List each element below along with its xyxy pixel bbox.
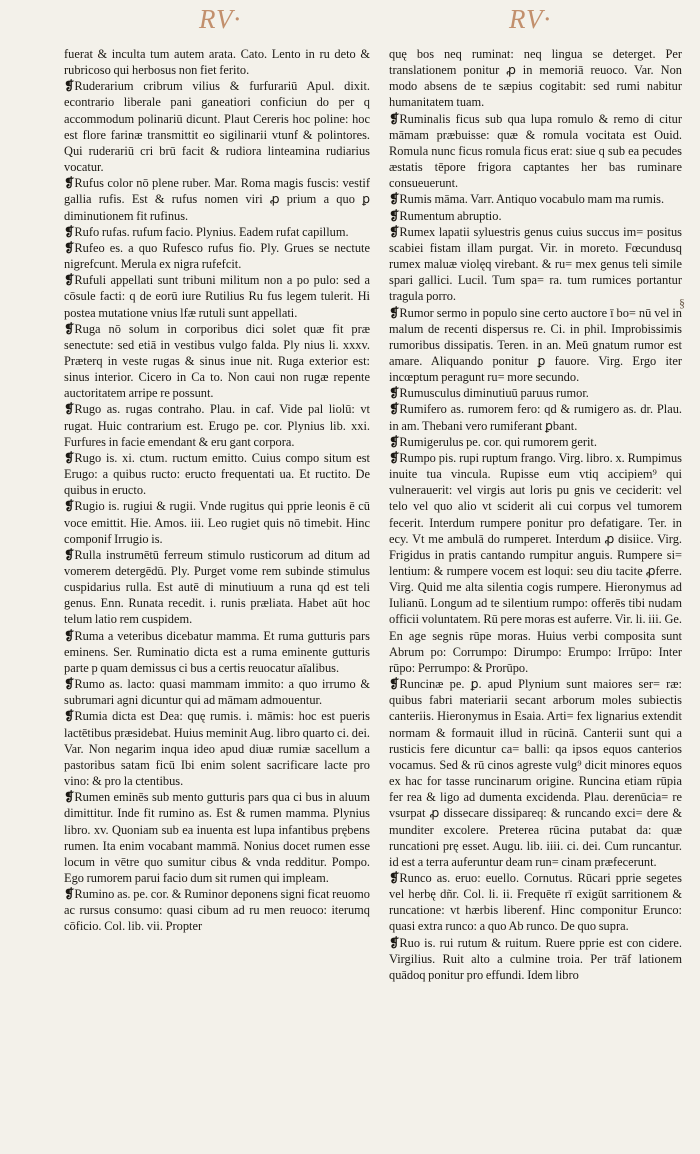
paragraph-mark-icon: ❡ [389,870,399,885]
paragraph-mark-icon: ❡ [389,386,399,401]
entry-paragraph [64,886,370,934]
paragraph-mark-icon: ❡ [389,192,399,207]
entry-paragraph [389,224,682,305]
entry-text: Rugio is. rugiui & rugii. Vnde rugitus qui pprie leonis ē cū voce emittit. Hie. Amos. iii. Leo rugiet quis nō timebit. Hinc componif Irrugio is. [64,499,370,546]
entry-text: Rumor sermo in populo sine certo auctore ī bo= nū vel in malum de recenti dispersus re. Ci. in phil. Improbissimis rumoribus dissipatis. Teren. in an. Meū gnatum rumor est amare. Aliquando ponitur ꝑ fauore. Virg. Ergo iter incœptum peragunt ru= more secundo. [389,305,682,385]
entry-text: Rumigerulus pe. cor. qui rumorem gerit. [399,434,597,449]
entry-paragraph [64,676,370,708]
entry-paragraph [64,240,370,272]
entry-text: Rugo is. xi. ctum. ructum emitto. Cuius compo situm est Erugo: a quibus ructo: eructo frequentati ua. Et ructito. De quibus in eructo. [64,450,370,498]
entry-paragraph [389,208,682,224]
entry-paragraph [389,111,682,192]
paragraph-mark-icon: ❡ [389,434,399,449]
entry-paragraph [64,450,370,498]
entry-paragraph [389,935,682,983]
entry-paragraph [64,46,370,78]
paragraph-mark-icon: ❡ [64,677,74,692]
entry-text: fuerat & inculta tum autem arata. Cato. Lento in ru deto & rubricoso qui herbosus non fiet ferito. [64,47,370,78]
entry-text: Rumia dicta est Dea: quę rumis. i. māmis: hoc est pueris lactētibus præsidebat. Huius meminit Aug. libro quarto ci. dei. Var. Non negarim inqua ideo apud diuæ rumiæ sacellum a pastoribus satam ficū Ibi enim solent sacrificare lacte pro vino: & pro la ctentibus. [64,709,370,789]
paragraph-mark-icon: ❡ [64,709,74,724]
entry-paragraph [64,628,370,676]
entry-paragraph [64,78,370,175]
entry-text: Rumifero as. rumorem fero: qd & rumigero as. dr. Plau. in am. Thebani vero rumiferant ꝑbant. [389,402,682,433]
entry-paragraph [64,708,370,789]
right-column [389,46,682,983]
entry-text: Rufo rufas. rufum facio. Plynius. Eadem rufat capillum. [74,224,349,239]
entry-paragraph [64,789,370,886]
entry-text: Rufeo es. a quo Rufesco rufus fio. Ply. Grues se nectute nigrefcunt. Merula ex nigra rufefcit. [64,240,370,272]
paragraph-mark-icon: ❡ [64,176,74,191]
entry-paragraph [389,401,682,433]
entry-text: Ruderarium cribrum vilius & furfurariū Apul. dixit. econtrario liberale pani ganeatiori conficiun do per q accommodum polinariū dicunt. Plaut Cereris hoc poline: hoc est flore farinæ transmittit eo sigilinarii vtunf & polintores. Qui ruderariū cri brū facit & rudiora linteamina rudiarius vocatur. [64,79,370,175]
entry-text: Rumo as. lacto: quasi mammam immito: a quo irrumo & subrumari agni dicuntur qui ad māmam admouentur. [64,677,370,708]
entry-text: Ruga nō solum in corporibus dici solet quæ fit præ senectute: sed etiā in vestibus vulgo falda. Ply nius li. xxxv. Præterq in veste rugas & sinus inue nit. Ruga exterior est: sinus interior. Cicero in Ca to. Non caui non rugæ repente auctoritatem arripe re possunt. [64,321,370,401]
paragraph-mark-icon: ❡ [389,208,399,223]
paragraph-mark-icon: ❡ [64,402,74,417]
paragraph-mark-icon: ❡ [389,935,399,950]
entry-text: Rugo as. rugas contraho. Plau. in caf. Vide pal liolū: vt rugat. Huic contrarium est. Erugo pe. cor. Plynius lib. xxi. Furfures in facie emendant & eru gant corpora. [64,402,370,449]
entry-text: Rulla instrumētū ferreum stimulo rusticorum ad ditum ad vomerem detergēdū. Ply. Purget vome rem subinde stimulus cuspidarius rulla. Est autē di minutiuum a runa qd est teli genus. Enn. Runata recedit. i. runis præliata. Habet aūt hoc telum latio rem cuspidem. [64,547,370,627]
entry-paragraph [64,321,370,402]
paragraph-mark-icon: ❡ [64,273,74,288]
paragraph-mark-icon: ❡ [64,321,74,336]
paragraph-mark-icon: ❡ [389,402,399,417]
entry-text: Runco as. eruo: euello. Cornutus. Rūcari pprie segetes vel herbę dñr. Col. li. ii. Frequēte rī exigūt sarritionem & runcatione: vt hærbis liberenf. Hinc componitur Erunco: quasi extra runco: a quo Ab runco. De quo supra. [389,870,682,934]
entry-paragraph [64,547,370,628]
marginal-note-mark: § [679,296,685,310]
entry-text: Runcinæ pe. ꝑ. apud Plynium sunt maiores ser= ræ: quibus fabri materiarii secant arborum moles subiectis canteriis. Hieronymus in Esaia. Arti= fex lignarius extendit normam & formauit illud in rūcinā. Canterii sunt qui a rusticis fere dicuntur ca= balli: qa ipsos equos canterios vocamus. Sed & rū cinos agreste vulg⁹ dicit minores equos ex hac for tasse runcinarum origine. Runcina etiam rūpia fer rea & ligo ad dumenta excidenda. Plau. derenūcia= re vsurpat ꝓ dissecare dissipareq: & runcando exci= dere & munditer excolere. Preterea rūcina putabat da: quæ runcationi prę esset. Augu. lib. iiii. ci. dei. Cum runcantur. id est a terra auferuntur deam run= cinam præfecerunt. [389,677,682,869]
paragraph-mark-icon: ❡ [64,628,74,643]
running-head-left: RV· [199,4,242,34]
entry-text: Rufus color nō plene ruber. Mar. Roma magis fuscis: vestif gallia rufis. Est & rufus nomen viri ꝓ prium a quo ꝑ diminutionem fit rufinus. [64,176,370,223]
entry-paragraph [389,385,682,401]
paragraph-mark-icon: ❡ [389,305,399,320]
entry-paragraph [389,450,682,676]
paragraph-mark-icon: ❡ [64,790,74,805]
paragraph-mark-icon: ❡ [389,450,399,465]
entry-paragraph [389,191,682,207]
running-head-right: RV· [509,4,552,34]
paragraph-mark-icon: ❡ [64,79,74,94]
entry-text: Rumex lapatii syluestris genus cuius succus im= positus scabiei fistam illam purgat. Vir. in moreto. Fœcundusq rumex maluæ violęq virebant. & ru= mex genus teli simile spari gallici. Lucil. Tum spa= ra. tum rumices portantur tragula porro. [389,224,682,304]
left-column [64,46,370,935]
entry-paragraph [389,676,682,870]
paragraph-mark-icon: ❡ [64,887,74,902]
entry-text: Rumis māma. Varr. Antiquo vocabulo mam ma rumis. [399,192,665,207]
paragraph-mark-icon: ❡ [389,111,399,126]
entry-text: Rumentum abruptio. [399,208,502,223]
paragraph-mark-icon: ❡ [389,677,399,692]
entry-text: Ruminalis ficus sub qua lupa romulo & remo di citur māmam præbuisse: quæ & romula vocitata est Ouid. Romula nunc ficus romula ficus erat: siue q sub ea pecudes æstatis tēpore frigora captantes her bas ruminare consueuerunt. [389,111,682,191]
entry-paragraph [389,305,682,386]
entry-text: Ruo is. rui rutum & ruitum. Ruere pprie est con cidere. Virgilius. Ruit alto a culmine troia. Per trāf lationem quādoq ponitur pro effundi. Idem libro [389,935,682,982]
entry-paragraph [64,401,370,449]
entry-paragraph [64,224,370,240]
paragraph-mark-icon: ❡ [64,499,74,514]
entry-paragraph [64,175,370,223]
entry-text: Ruma a veteribus dicebatur mamma. Et ruma gutturis pars eminens. Ser. Ruminatio dicta est a ruma eminente gutturis parte p quam demissus ci bus a certis reuocatur aīalibus. [64,628,370,675]
entry-text: Rumen eminēs sub mento gutturis pars qua ci bus in aluum dimittitur. Inde fit rumino as. Est & rumen mamma. Plynius libro. xv. Quoniam sub ea inuenta est lupa infantibus prębens rumen. Ita enim vocabant mammā. Nonius docet rumen esse locum in vētre quo sumitur cibus & vnda redditur. Pompo. Ego rumorem parui facio dum sit rumen qui impleam. [64,790,370,885]
paragraph-mark-icon: ❡ [64,450,74,465]
entry-text: quę bos neq ruminat: neq lingua se deterget. Per translationem ponitur ꝓ in memoriā reuoco. Var. Non modo absens de te sæpius cogitabit: sed rumi nabitur humanitatem tuam. [389,47,682,110]
entry-text: Rumpo pis. rupi ruptum frango. Virg. libro. x. Rumpimus inuite tua vincula. Rupisse eum vtiq accipiem⁹ qui vulnerauerit: vel virgis aut loris pu gnis ve ceciderit: vel telo vel quo alio vt sciderit ali cui corpus vel tumorem fecerit. Interdum rumpere ponitur pro defatigare. Ter. in ecy. Vt me ambulā do rumperet. Interdum ꝓ disiice. Virg. Frigidus in pratis cantando rumpitur anguis. Rumpere si= lentium: & rumpere vocem est loqui: seu diu tacite ꝓferre. Virg. Quid me alta silentia cogis rumpere. Hieronymus ad Iulianū. Longum ad te silentium rumpo: offerēs tibi nudam officii voluntatem. Rū pere moras est auferre. Vir. li. iii. Ge. En age segnis rūpe moras. Huius verbi composita sunt Abrum po: Corrumpo: Dirumpo: Erumpo: Irrūpo: Inter rūpo: Perrumpo: & Prorūpo. [389,450,682,675]
paragraph-mark-icon: ❡ [64,224,74,239]
entry-paragraph [389,870,682,935]
entry-text: Rufuli appellati sunt tribuni militum non a po pulo: sed a cōsule facti: q de eorū iure Rutilius Ru fus legem tulerit. Hi postea mutatione vnius lfæ rutuli sunt appellati. [64,273,370,320]
entry-text: Rumino as. pe. cor. & Ruminor deponens signi ficat reuomo ac rursus consumo: quasi cibum ad ru men reuoco: iterumq cōficio. Col. lib. vii. Propter [64,887,370,934]
entry-paragraph [64,498,370,546]
paragraph-mark-icon: ❡ [389,224,399,239]
entry-paragraph [389,434,682,450]
paragraph-mark-icon: ❡ [64,547,74,562]
paragraph-mark-icon: ❡ [64,240,74,255]
entry-paragraph [389,46,682,111]
entry-paragraph [64,272,370,320]
entry-text: Rumusculus diminutiuū paruus rumor. [399,386,589,401]
